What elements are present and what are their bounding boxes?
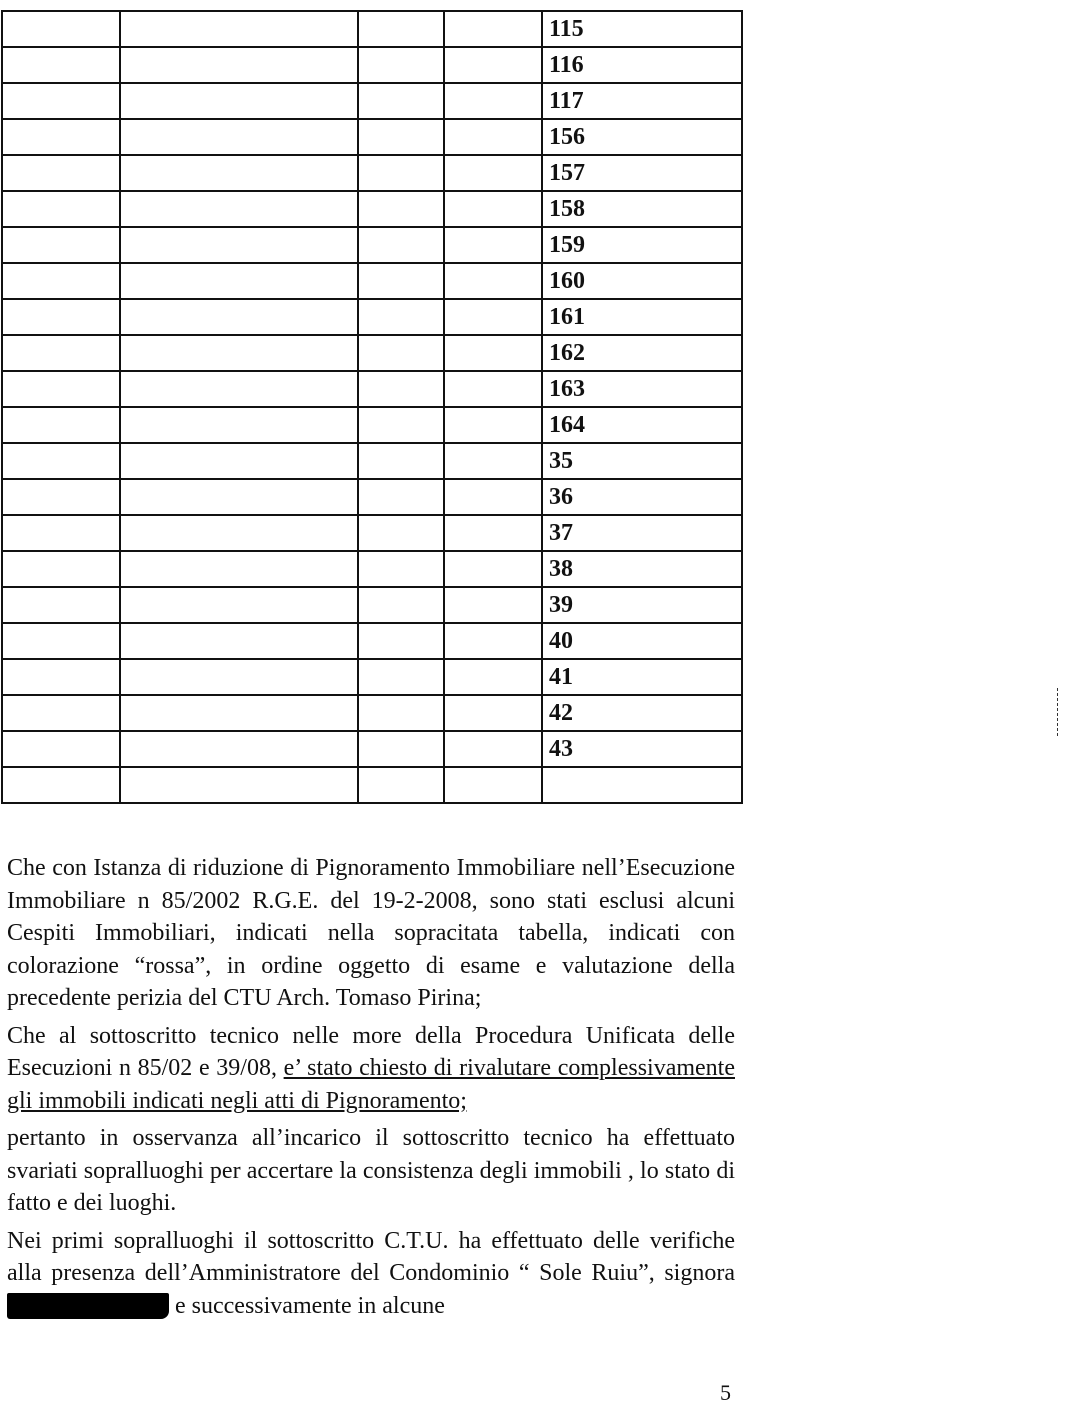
table-cell (120, 11, 358, 47)
table-cell (358, 263, 444, 299)
table-cell (2, 119, 120, 155)
table-cell (358, 227, 444, 263)
table-cell (358, 695, 444, 731)
table-cell (2, 407, 120, 443)
table-row (2, 659, 742, 695)
table-cell (444, 659, 542, 695)
table-row (2, 299, 742, 335)
table-cell (120, 695, 358, 731)
table-cell (444, 155, 542, 191)
table-cell (2, 479, 120, 515)
table-cell (120, 659, 358, 695)
table-cell (120, 587, 358, 623)
paragraph-verifiche-text: Nei primi sopralluoghi il sottoscritto C.T.U. ha effettuato delle verifiche alla presenza dell’Amministratore del Condominio “ Sole Ruiu”, signora (7, 1227, 735, 1286)
table-cell (444, 479, 542, 515)
table-cell (120, 443, 358, 479)
table-cell (358, 299, 444, 335)
table-cell (120, 83, 358, 119)
table-cell (358, 119, 444, 155)
table-cell (358, 335, 444, 371)
table-cell (120, 227, 358, 263)
table-row (2, 83, 742, 119)
table-cell (2, 227, 120, 263)
table-cell (2, 551, 120, 587)
table-row (2, 119, 742, 155)
table-cell (120, 767, 358, 803)
table-cell (444, 551, 542, 587)
table-cell (444, 11, 542, 47)
table-cell: 37 (542, 515, 742, 551)
table-cell: 163 (542, 371, 742, 407)
table-cell (120, 515, 358, 551)
table-cell: 43 (542, 731, 742, 767)
paragraph-istanza: Che con Istanza di riduzione di Pignoramento Immobiliare nell’Esecuzione Immobiliare n 85/2002 R.G.E. del 19-2-2008, sono stati esclusi alcuni Cespiti Immobiliari, indicati nella sopracitata tabella, indicati con colorazione “rossa”, in ordine oggetto di esame e valutazione della precedente perizia del CTU Arch. Tomaso Pirina; (7, 855, 735, 1011)
table-cell (2, 11, 120, 47)
table-cell: 36 (542, 479, 742, 515)
table-cell (444, 767, 542, 803)
table-cell (2, 695, 120, 731)
table-cell (358, 407, 444, 443)
table-cell (358, 191, 444, 227)
table-cell: 40 (542, 623, 742, 659)
table-cell (444, 299, 542, 335)
table-cell (2, 155, 120, 191)
table-cell (444, 47, 542, 83)
table-cell (358, 443, 444, 479)
table-row (2, 551, 742, 587)
table-cell (444, 443, 542, 479)
table-row (2, 515, 742, 551)
table-row (2, 11, 742, 47)
table-cell (120, 551, 358, 587)
table-row (2, 335, 742, 371)
table-cell (358, 551, 444, 587)
table-cell (120, 731, 358, 767)
table-row (2, 623, 742, 659)
redacted-name (7, 1293, 169, 1319)
table-cell (542, 767, 742, 803)
table-cell (2, 299, 120, 335)
table-cell (444, 227, 542, 263)
table-cell (444, 83, 542, 119)
table-row (2, 695, 742, 731)
table-row (2, 227, 742, 263)
table-cell (2, 191, 120, 227)
table-cell (444, 695, 542, 731)
paragraph-incarico (7, 1020, 735, 1118)
table-cell (358, 11, 444, 47)
table-cell (358, 515, 444, 551)
table-row (2, 767, 742, 803)
table-cell (358, 47, 444, 83)
table-cell (358, 371, 444, 407)
table-cell: 117 (542, 83, 742, 119)
table-cell (120, 371, 358, 407)
table-cell (358, 731, 444, 767)
table-cell (358, 767, 444, 803)
table-cell (444, 515, 542, 551)
table-cell: 160 (542, 263, 742, 299)
table-cell (444, 191, 542, 227)
table-row (2, 731, 742, 767)
table-cell (358, 587, 444, 623)
table-cell: 115 (542, 11, 742, 47)
table-cell (444, 623, 542, 659)
table-cell (120, 191, 358, 227)
table-cell (120, 335, 358, 371)
margin-mark (1057, 688, 1058, 736)
table-cell (444, 371, 542, 407)
table-row (2, 479, 742, 515)
table-row (2, 191, 742, 227)
table-cell: 156 (542, 119, 742, 155)
table-cell (2, 767, 120, 803)
parcel-table-body (2, 11, 742, 803)
table-row (2, 371, 742, 407)
table-cell (444, 407, 542, 443)
table-cell: 38 (542, 551, 742, 587)
parcel-table (1, 10, 743, 804)
table-cell (120, 623, 358, 659)
table-cell (358, 623, 444, 659)
table-row (2, 263, 742, 299)
table-row (2, 587, 742, 623)
paragraph-sopralluoghi: pertanto in osservanza all’incarico il sottoscritto tecnico ha effettuato svariati sopralluoghi per accertare la consistenza degli immobili , lo stato di fatto e dei luoghi. (7, 1125, 735, 1216)
table-cell (358, 83, 444, 119)
table-row (2, 407, 742, 443)
table-cell: 164 (542, 407, 742, 443)
table-cell: 162 (542, 335, 742, 371)
table-cell: 41 (542, 659, 742, 695)
table-cell (120, 47, 358, 83)
table-cell (120, 155, 358, 191)
paragraph-incarico-text: Che al sottoscritto tecnico nelle more della Procedura Unificata delle Esecuzioni n 85/02 e 39/08, (7, 1022, 735, 1081)
table-row (2, 155, 742, 191)
table-cell: 35 (542, 443, 742, 479)
table-cell: 42 (542, 695, 742, 731)
table-cell: 161 (542, 299, 742, 335)
table-cell (120, 299, 358, 335)
table-cell: 116 (542, 47, 742, 83)
table-cell (120, 119, 358, 155)
table-cell (2, 83, 120, 119)
table-cell (444, 263, 542, 299)
table-cell (444, 119, 542, 155)
table-cell (444, 587, 542, 623)
table-cell (2, 659, 120, 695)
table-cell (444, 335, 542, 371)
table-cell (444, 731, 542, 767)
table-cell (2, 731, 120, 767)
table-cell (120, 263, 358, 299)
paragraph-verifiche (7, 1225, 735, 1323)
table-cell (2, 623, 120, 659)
page-number: 5 (720, 1380, 731, 1405)
table-cell (120, 479, 358, 515)
table-cell (358, 479, 444, 515)
underlined-request: e’ stato chiesto di rivalutare complessivamente gli immobili indicati negli atti di Pignoramento; (7, 1055, 735, 1114)
paragraph-verifiche-continuation: e successivamente in alcune (169, 1292, 445, 1319)
table-cell (2, 515, 120, 551)
table-cell (2, 443, 120, 479)
document-body (7, 852, 735, 1327)
table-cell: 157 (542, 155, 742, 191)
table-cell (358, 659, 444, 695)
table-cell: 39 (542, 587, 742, 623)
table-cell (2, 371, 120, 407)
table-cell (2, 587, 120, 623)
table-cell (2, 47, 120, 83)
table-row (2, 47, 742, 83)
table-row (2, 443, 742, 479)
table-cell (358, 155, 444, 191)
table-cell (120, 407, 358, 443)
table-cell: 158 (542, 191, 742, 227)
table-cell: 159 (542, 227, 742, 263)
table-cell (2, 335, 120, 371)
table-cell (2, 263, 120, 299)
